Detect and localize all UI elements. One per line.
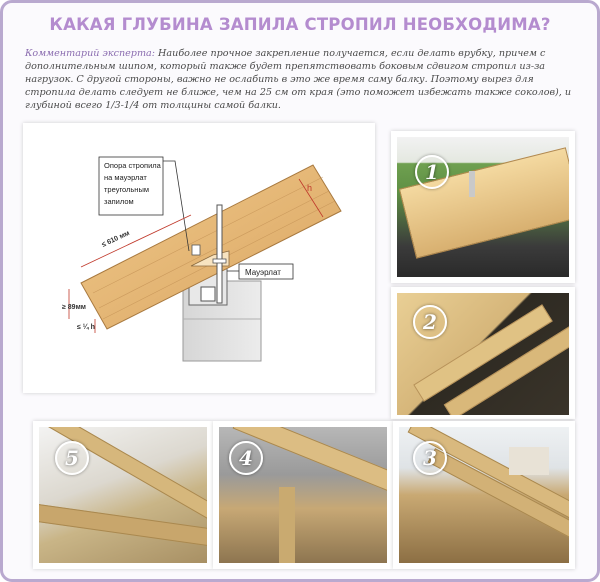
comment-label: Комментарий эксперта: <box>25 48 155 59</box>
photo-frame-2 <box>391 287 575 419</box>
photo-badge-5: 5 <box>55 441 89 475</box>
photo-frame-1 <box>391 131 575 283</box>
dimension-89: ≥ 89мм <box>62 304 86 311</box>
photo-5 <box>39 427 207 563</box>
comment-text: Наиболее прочное закрепление получается, если делать врубку, причем с дополнительным шипом, который также будет препятствовать боковым сдвигом стропил из-за нагрузок. С другой стороны, важно не ослабить в это же время саму балку. Поэтому вырез для стропила делать следует не ближе, чем на 25 см от края (это поможет избежать также соколов), и глубиной всего 1/3-1/4 от толщины самой балки. <box>25 48 572 111</box>
dimension-h: h <box>307 183 313 193</box>
anchor-bolt <box>217 205 222 303</box>
photo-frame-3 <box>393 421 575 569</box>
photo-1 <box>397 137 569 277</box>
support-label-line-3: треугольным <box>104 185 149 194</box>
dimension-610: ≤ 610 мм <box>100 229 131 249</box>
photo-badge-3: 3 <box>413 441 447 475</box>
photo-badge-2: 2 <box>413 305 447 339</box>
mauerlat-label: Мауэрлат <box>245 268 281 277</box>
dimension-quarter-h: ≤ ¼ h <box>77 324 95 331</box>
photo-frame-4 <box>213 421 393 569</box>
support-label-line-2: на мауэрлат <box>104 173 147 182</box>
support-label-line-1: Опора стропила <box>104 161 161 170</box>
photo-badge-4: 4 <box>229 441 263 475</box>
photo-3 <box>399 427 569 563</box>
photo-2 <box>397 293 569 415</box>
support-label-line-4: запилом <box>104 197 134 206</box>
diagram-panel <box>23 123 375 393</box>
photo-4 <box>219 427 387 563</box>
rafter-diagram <box>23 123 375 393</box>
photo-frame-5 <box>33 421 213 569</box>
expert-comment <box>25 47 577 112</box>
photo-badge-1: 1 <box>415 155 449 189</box>
page-title: КАКАЯ ГЛУБИНА ЗАПИЛА СТРОПИЛ НЕОБХОДИМА? <box>49 15 551 34</box>
